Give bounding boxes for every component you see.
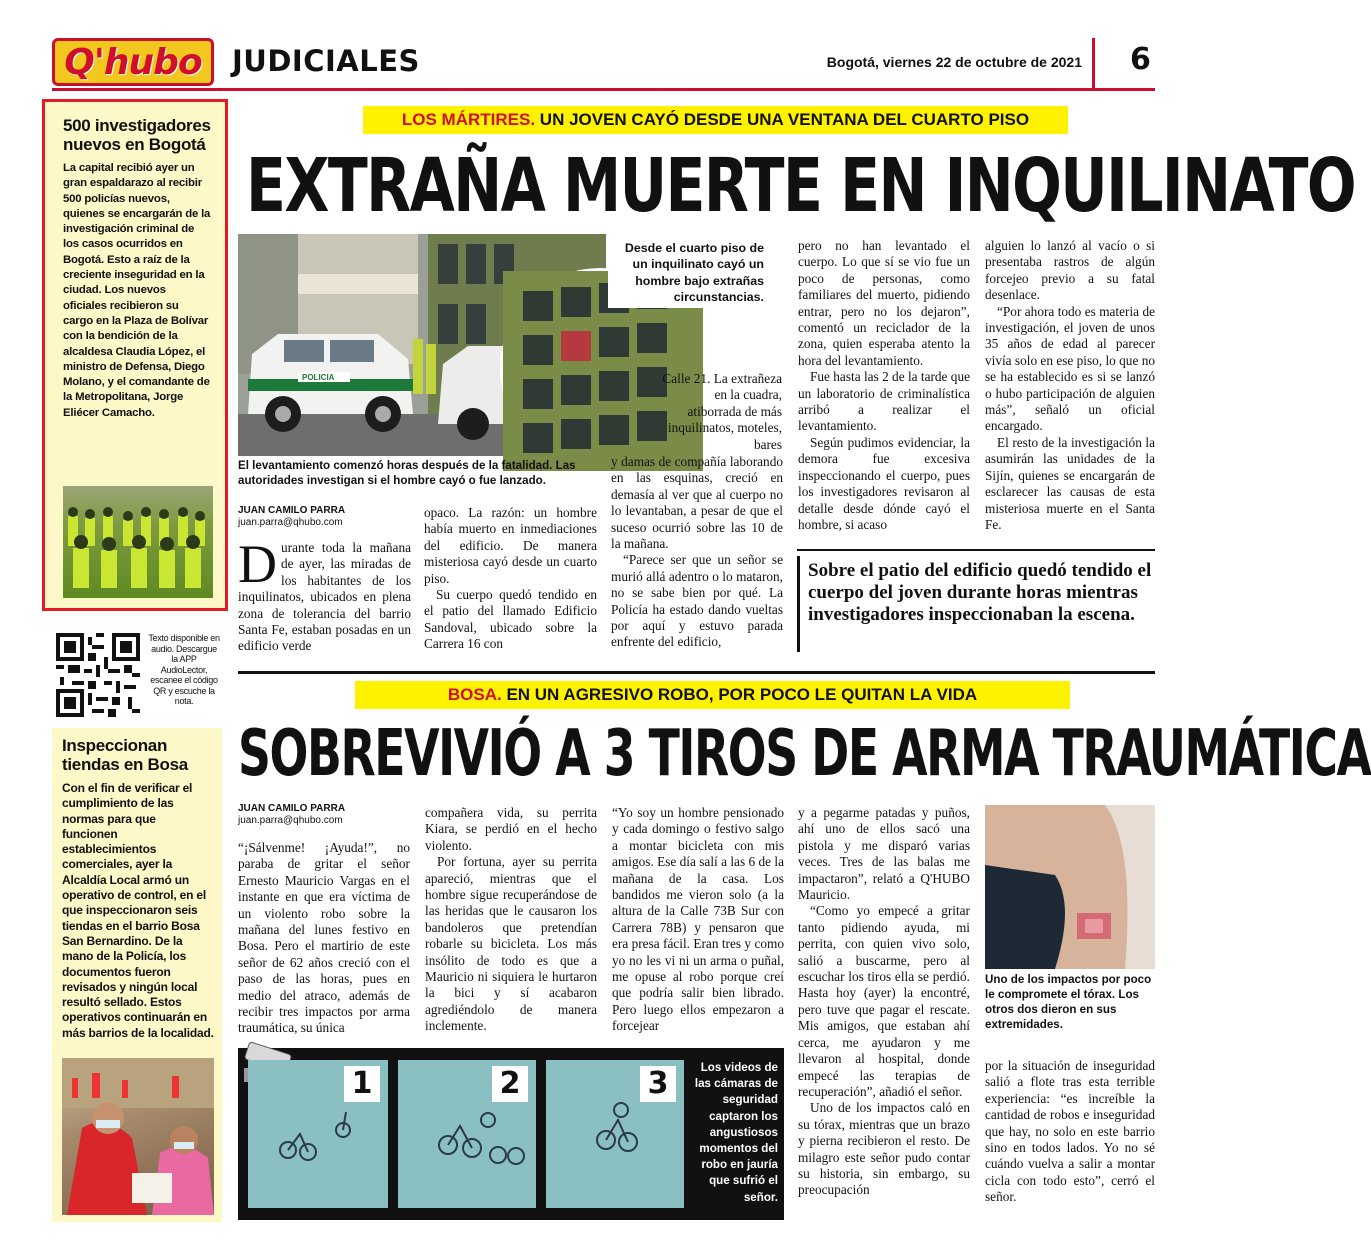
story2-video-caption: Los videos de las cámaras de seguridad captaron los angustiosos momentos del robo en jauría que sufrió el señor. — [694, 1061, 778, 1204]
story1-col4-p3: Según pudimos evidenciar, la demora fue excesiva inspeccionando el cuerpo, pues los investigadores revisaron al detalle desde dónde cayó el hombre, si acaso — [798, 434, 970, 532]
story1-col4-p2: Fue hasta las 2 de la tarde que un laboratorio de criminalística arribó a realizar el levantamiento. — [798, 369, 970, 434]
story1-email: juan.parra@qhubo.com — [238, 517, 343, 528]
story-divider — [238, 671, 1155, 674]
masthead-rule — [52, 88, 1155, 91]
frame-number: 3 — [640, 1066, 676, 1102]
qr-code[interactable] — [56, 633, 140, 717]
story2-headline: SOBREVIVIÓ A 3 TIROS DE ARMA TRAUMÁTICA — [238, 717, 1371, 791]
story2-col4 — [798, 805, 970, 1199]
story1-col5-p2: “Por ahora todo es materia de investigación, el joven de unos 35 años de edad al parecer vivía solo en ese piso, lo que no se ha establecido es si se lanzó o hubo participación de alguien más”, señaló un oficial encargado. — [985, 303, 1155, 434]
story1-callout: Sobre el patio del edificio quedó tendido el cuerpo del joven durante horas mientras investigadores inspeccionaban la escena. — [808, 560, 1152, 625]
story1-author: JUAN CAMILO PARRA — [238, 505, 346, 516]
story2-col1-text: “¡Sálvenme! ¡Ayuda!”, no paraba de gritar el señor Ernesto Mauricio Vargas en el instante en que era víctima de un violento robo sobre la mañana del lunes festivo en Bosa. Pero el martirio de este señor de 62 años creció con el paso de las horas, pues en medio del atraco, además de recibir tres impactos por arma traumática, su única — [238, 840, 410, 1036]
story1-col3-top-text: Calle 21. La extrañeza en la cuadra, atiborrada de más inquilinatos, moteles, bares — [662, 371, 782, 452]
story1-inset-caption: Desde el cuarto piso de un inquilinato cayó un hombre bajo extrañas circunstancias. — [608, 238, 768, 308]
story1-headline: EXTRAÑA MUERTE EN INQUILINATO — [246, 143, 1355, 229]
story2-col2 — [425, 805, 597, 1035]
story2-photo-caption: Uno de los impactos por poco le compromete el tórax. Los otros dos dieron en sus extremidades. — [985, 973, 1152, 1031]
story2-col4-p1: y a pegarme patadas y puños, ahí uno de ellos sacó una pistola y me disparó varias veces. Tres de las balas me impactaron”, relató a Q'HUBO Mauricio. — [798, 805, 970, 903]
story1-col1-text: urante toda la mañana de ayer, las miradas de los habitantes de los inquilinatos, ubicados en plena zona de tolerancia del barrio Santa Fe, estaban posadas en un edificio verde — [238, 540, 411, 654]
video-strip — [238, 1048, 784, 1220]
cctv-frame — [546, 1060, 684, 1208]
story2-col4-p3: Uno de los impactos caló en su tórax, mientras que un brazo y pierna recibieron el resto. De milagro este señor pudo contar su historia, sin embargo, su preocupación — [798, 1100, 970, 1198]
qr-audio-note: Texto disponible en audio. Descargue la APP AudioLector, escanee el código QR y escuche la nota. — [148, 633, 220, 706]
story1-col4-p1: pero no han levantado el cuerpo. Lo que sí se vio fue un poco de personas, como familiares del muerto, pidiendo entrar, pero no los dejaron”, comentó un reciclador de la zona, quien esperaba atento la hora del levantamiento. — [798, 238, 970, 368]
story2-col5 — [985, 1058, 1155, 1206]
story1-col5-p3: El resto de la investigación la asumirán las unidades de la Sijín, quienes se encargarán de esclarecer las causas de esta misteriosa muerte en el Santa Fe. — [985, 434, 1155, 532]
story2-byline — [238, 803, 345, 827]
store-inspection-photo — [62, 1058, 214, 1215]
story2-col2-p2: Por fortuna, ayer su perrita apareció, mientras que el hombre sigue recuperándose de las heridas que le causaron los bandoleros que pretendían robarle su bicicleta. Los más insólito de todo es que a Mauricio ni siquiera le hurtaron la bici y sí acabaron agrediéndolo de manera inclemente. — [425, 854, 597, 1034]
dateline: Bogotá, viernes 22 de octubre de 2021 — [826, 54, 1082, 70]
story1-dropcap: D — [238, 534, 277, 594]
section-title: JUDICIALES — [232, 44, 420, 78]
story1-col2-p2: Su cuerpo quedó tendido en el patio del llamado Edificio Sandoval, ubicado sobre la Carrera 16 con — [424, 587, 597, 652]
masthead-divider — [1092, 38, 1095, 88]
story1-col2 — [424, 505, 597, 653]
story1-photo-caption: El levantamiento comenzó horas después de la fatalidad. Las autoridades investigan si el hombre cayó o fue lanzado. — [238, 459, 576, 487]
qhubo-logo: Q'hubo — [52, 38, 214, 86]
story2-kicker-text: EN UN AGRESIVO ROBO, POR POCO LE QUITAN LA VIDA — [506, 685, 978, 704]
page-number: 6 — [1130, 42, 1151, 77]
story2-kicker-place: BOSA. — [447, 685, 502, 704]
story2-col1 — [238, 840, 410, 1037]
story1-col3-p1: y damas de compañía laborando en las esquinas, creció en demasía al ver que al cuerpo no lo levantaban, a pesar de que el suceso ocurrió sobre las 10 de la mañana. — [611, 454, 783, 552]
story1-col5 — [985, 238, 1155, 533]
callout-bar — [797, 556, 800, 652]
story1-kicker-text: UN JOVEN CAYÓ DESDE UNA VENTANA DEL CUARTO PISO — [539, 110, 1030, 129]
story2-email: juan.parra@qhubo.com — [238, 815, 343, 826]
sidebar-box-text: Con el fin de verificar el cumplimiento de las normas para que funcionen establecimientos comerciales, ayer la Alcaldía Local armó un operativo de control, en el que inspeccionaron seis tiendas en el barrio Bosa San Bernardino. De la mano de la Policía, los documentos fueron revisados y ningún local resultó sellado. Estos operativos continuarán en más barrios de la localidad. — [62, 781, 214, 1040]
story2-author: JUAN CAMILO PARRA — [238, 803, 346, 814]
story1-col4 — [798, 238, 970, 533]
sidebar-box-title: Inspeccionan tiendas en Bosa — [62, 736, 188, 774]
police-formation-photo — [63, 486, 213, 598]
cctv-frame — [248, 1060, 388, 1208]
sidebar-box-title: 500 investigadores nuevos en Bogotá — [63, 116, 211, 154]
story1-col3-top — [660, 371, 782, 453]
story2-col2-p1: compañera vida, su perrita Kiara, se perdió en el hecho violento. — [425, 805, 597, 853]
story2-col3-text: “Yo soy un hombre pensionado y cada domingo o festivo salgo a montar bicicleta con mis amigos. Ese día salí a las 6 de la mañana de la casa. Los bandidos me vieron solo (a la altura de la Calle 73B Sur con Carrera 78B) y pensaron que era presa fácil. Eran tres y como yo no les vi ni un arma o puñal, me opuse al robo porque creí que podría salir bien librado. Pero luego ellos empezaron a forcejear — [612, 805, 784, 1034]
cctv-frame — [398, 1060, 536, 1208]
frame-number: 2 — [492, 1066, 528, 1102]
story1-byline — [238, 505, 345, 529]
story2-headline-wrap — [238, 712, 1371, 796]
story1-col1 — [238, 534, 411, 655]
story1-col5-p1: alguien lo lanzó al vacío o si presentaba rastros de algún forcejeo previo a su fatal desenlace. — [985, 238, 1155, 303]
story2-col4-p2: “Como yo empecé a gritar tanto pidiendo ayuda, mi perrita, con quien vivo solo, salió a buscarme, pero al escuchar los tiros ella se perdió. Hasta hoy (ayer) la encontré, pero tuve que pagar el rescate. Mis amigos, que estaban ahí cerca, me ayudaron y me llevaron al hospital, donde empecé las terapias de recuperación”, añadió el señor. — [798, 903, 970, 1099]
story1-col3-p2: “Parece ser que un señor se murió allá adentro o lo mataron, no se sabe bien por qué. La Policía ha estado dando vueltas por aquí y estuvo parada enfrente del edificio, — [611, 552, 783, 650]
story2-col5-text: por la situación de inseguridad salió a flote tras esta terrible experiencia: “es increíble la cantidad de robos e inseguridad que hay, no solo en este barrio sino en todos lados. Yo no sé cuándo vuelva a salir a montar cicla con todo esto”, cerró el señor. — [985, 1058, 1155, 1205]
police-label: POLICIA — [302, 373, 335, 382]
sidebar-box-text: La capital recibió ayer un gran espaldarazo al recibir 500 policías nuevos, quienes se encargarán de la investigación criminal de los casos ocurridos en Bogotá. Esto a raíz de la creciente inseguridad en la ciudad. Los nuevos oficiales recibieron su cargo en la Plaza de Bolívar con la bendición de la alcaldesa Claudia López, el ministro de Defensa, Diego Molano, y el comandante de la Metropolitana, Jorge Eliécer Camacho. — [63, 162, 211, 419]
story2-col3 — [612, 805, 784, 1035]
sidebar-box-bosa — [52, 728, 222, 1222]
sidebar-box-investigators — [42, 99, 228, 611]
story1-headline-wrap — [246, 140, 1355, 232]
story1-kicker-place: LOS MÁRTIRES. — [401, 110, 536, 129]
story1-col3 — [611, 454, 783, 651]
story1-kicker — [363, 106, 1068, 134]
story1-col2-p1: opaco. La razón: un hombre había muerto en inmediaciones del edificio. De manera misteriosa cayó desde un cuarto piso. — [424, 505, 597, 586]
callout-rule-top — [797, 549, 1155, 551]
frame-number: 1 — [344, 1066, 380, 1102]
story2-kicker — [355, 681, 1070, 709]
story2-injury-photo — [985, 805, 1155, 969]
